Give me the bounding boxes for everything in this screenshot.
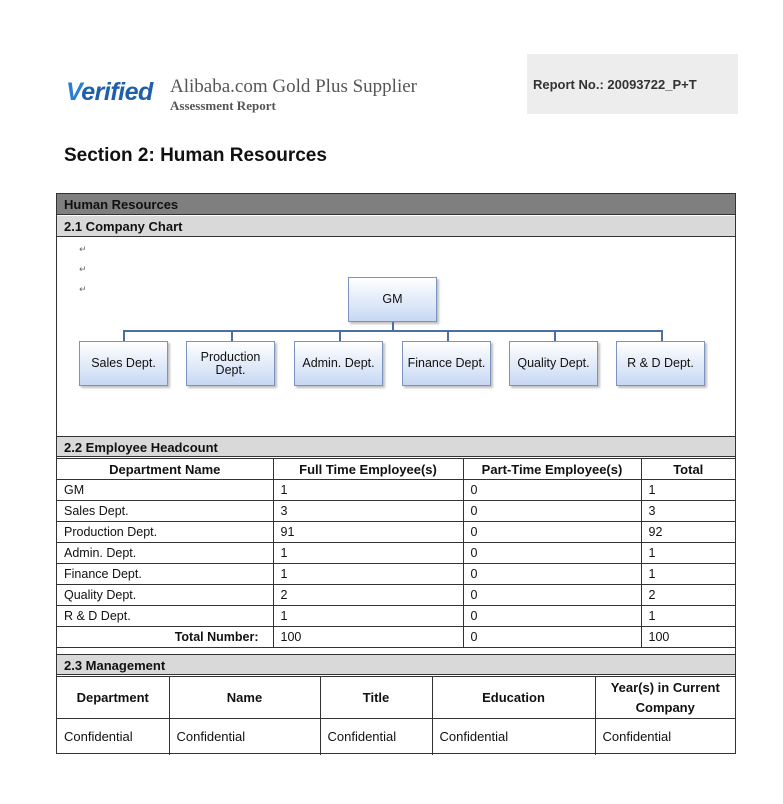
cell: Sales Dept. (57, 501, 273, 522)
verified-logo: Verified (66, 78, 153, 106)
table-row (57, 585, 735, 606)
table-row (57, 606, 735, 627)
cell: 0 (463, 564, 641, 585)
table-row (57, 543, 735, 564)
cell: 0 (463, 522, 641, 543)
headcount-table (57, 458, 735, 648)
section-title: Section 2: Human Resources (64, 145, 327, 166)
cell: 1 (273, 543, 463, 564)
cell: 0 (463, 543, 641, 564)
col-name: Name (169, 677, 320, 719)
org-chart (57, 237, 735, 436)
cell: 1 (641, 564, 735, 585)
paragraph-mark: ↵ (79, 264, 87, 274)
col-full-time: Full Time Employee(s) (273, 459, 463, 480)
management-header-row (57, 677, 735, 719)
org-node-rnd: R & D Dept. (616, 341, 705, 386)
cell: Confidential (595, 719, 735, 755)
cell: 0 (463, 606, 641, 627)
total-row (57, 627, 735, 648)
paragraph-mark: ↵ (79, 244, 87, 254)
col-years: Year(s) in Current Company (595, 677, 735, 719)
org-node-gm: GM (348, 277, 437, 322)
col-part-time: Part-Time Employee(s) (463, 459, 641, 480)
total-label: Total Number: (57, 627, 273, 648)
cell: 0 (463, 480, 641, 501)
management-table (57, 676, 735, 755)
cell: 3 (273, 501, 463, 522)
cell: 100 (641, 627, 735, 648)
col-total: Total (641, 459, 735, 480)
cell: Confidential (320, 719, 432, 755)
management-heading: 2.3 Management (57, 654, 735, 675)
table-row (57, 501, 735, 522)
col-title: Title (320, 677, 432, 719)
cell: 3 (641, 501, 735, 522)
cell: Confidential (57, 719, 169, 755)
cell: Confidential (169, 719, 320, 755)
cell: Confidential (432, 719, 595, 755)
cell: 1 (273, 480, 463, 501)
cell: 1 (641, 606, 735, 627)
org-connector (392, 322, 394, 330)
company-chart-heading: 2.1 Company Chart (57, 216, 735, 237)
cell: 0 (463, 585, 641, 606)
org-connector (231, 330, 233, 341)
paragraph-mark: ↵ (79, 284, 87, 294)
org-node-production: Production Dept. (186, 341, 275, 386)
table-row (57, 480, 735, 501)
org-connector (447, 330, 449, 341)
cell: 100 (273, 627, 463, 648)
report-number-box (527, 54, 738, 114)
table-row (57, 719, 735, 755)
org-node-finance: Finance Dept. (402, 341, 491, 386)
cell: GM (57, 480, 273, 501)
cell: 0 (463, 501, 641, 522)
hr-title-bar: Human Resources (57, 194, 735, 215)
human-resources-table (56, 193, 736, 754)
report-type: Assessment Report (170, 98, 276, 113)
org-node-admin: Admin. Dept. (294, 341, 383, 386)
cell: 91 (273, 522, 463, 543)
cell: 92 (641, 522, 735, 543)
org-node-quality: Quality Dept. (509, 341, 598, 386)
cell: 1 (273, 606, 463, 627)
table-row (57, 564, 735, 585)
cell: R & D Dept. (57, 606, 273, 627)
col-education: Education (432, 677, 595, 719)
cell: Quality Dept. (57, 585, 273, 606)
org-connector (339, 330, 341, 341)
cell: 2 (641, 585, 735, 606)
supplier-title: Alibaba.com Gold Plus Supplier (170, 76, 417, 97)
org-connector (123, 330, 663, 332)
headcount-heading: 2.2 Employee Headcount (57, 436, 735, 457)
cell: 1 (641, 480, 735, 501)
cell: 2 (273, 585, 463, 606)
cell: 1 (641, 543, 735, 564)
org-connector (554, 330, 556, 341)
report-number: Report No.: 20093722_P+T (533, 77, 697, 92)
cell: 0 (463, 627, 641, 648)
org-node-sales: Sales Dept. (79, 341, 168, 386)
cell: 1 (273, 564, 463, 585)
col-department: Department (57, 677, 169, 719)
headcount-header-row (57, 459, 735, 480)
org-connector (661, 330, 663, 341)
org-connector (123, 330, 125, 341)
cell: Production Dept. (57, 522, 273, 543)
cell: Finance Dept. (57, 564, 273, 585)
cell: Admin. Dept. (57, 543, 273, 564)
col-department-name: Department Name (57, 459, 273, 480)
table-row (57, 522, 735, 543)
